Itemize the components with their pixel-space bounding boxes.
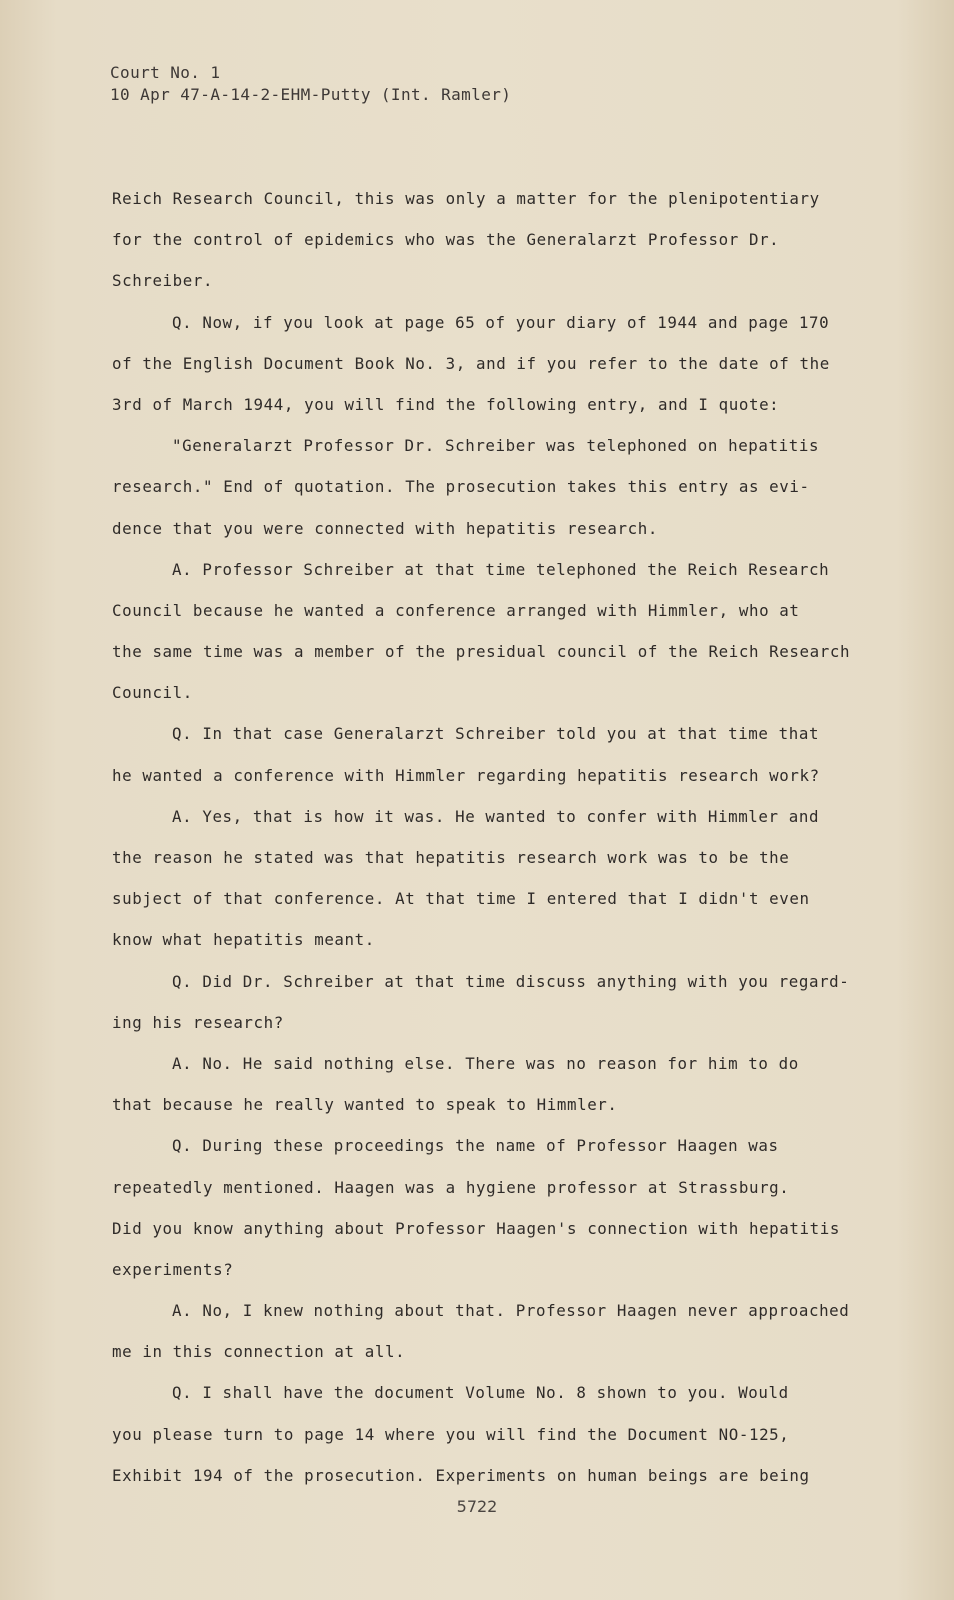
transcript-line: Q. In that case Generalarzt Schreiber told you at that time that — [172, 724, 820, 744]
transcript-line: research." End of quotation. The prosecution takes this entry as evi- — [112, 477, 810, 497]
document-header — [110, 62, 511, 106]
transcript-line: that because he really wanted to speak to Himmler. — [112, 1095, 618, 1115]
page-number: 5722 — [456, 1497, 498, 1516]
court-number: Court No. 1 — [110, 63, 221, 82]
transcript-line: Council. — [112, 683, 193, 703]
transcript-line: A. Yes, that is how it was. He wanted to confer with Himmler and — [172, 806, 820, 826]
transcript-line: Council because he wanted a conference arranged with Himmler, who at — [112, 600, 800, 620]
session-reference: 10 Apr 47-A-14-2-EHM-Putty (Int. Ramler) — [110, 85, 512, 104]
transcript-line: he wanted a conference with Himmler regarding hepatitis research work? — [112, 765, 820, 785]
transcript-line: Reich Research Council, this was only a matter for the plenipotentiary — [112, 189, 820, 208]
transcript-line: "Generalarzt Professor Dr. Schreiber was telephoned on hepatitis — [172, 436, 820, 456]
transcript-line: me in this connection at all. — [112, 1342, 406, 1362]
transcript-line: for the control of epidemics who was the Generalarzt Professor Dr. — [112, 230, 780, 250]
transcript-line: of the English Document Book No. 3, and if you refer to the date of the — [112, 353, 830, 373]
transcript-body — [112, 178, 872, 1496]
transcript-line: Exhibit 194 of the prosecution. Experiments on human beings are being — [112, 1465, 810, 1485]
transcript-line: dence that you were connected with hepatitis research. — [112, 518, 658, 538]
transcript-line: the same time was a member of the presidual council of the Reich Research — [112, 642, 851, 662]
transcript-line: Q. Did Dr. Schreiber at that time discuss anything with you regard- — [172, 971, 850, 991]
transcript-line: A. No, I knew nothing about that. Professor Haagen never approached — [172, 1301, 850, 1321]
transcript-line: subject of that conference. At that time I entered that I didn't even — [112, 889, 810, 909]
transcript-line: Q. I shall have the document Volume No. 8 shown to you. Would — [172, 1383, 789, 1403]
transcript-line: A. No. He said nothing else. There was no reason for him to do — [172, 1053, 799, 1073]
transcript-line: A. Professor Schreiber at that time telephoned the Reich Research — [172, 559, 830, 579]
transcript-line: repeatedly mentioned. Haagen was a hygiene professor at Strassburg. — [112, 1177, 790, 1197]
transcript-line: Did you know anything about Professor Haagen's connection with hepatitis — [112, 1218, 840, 1238]
transcript-line: Q. Now, if you look at page 65 of your diary of 1944 and page 170 — [172, 312, 830, 332]
transcript-line: Q. During these proceedings the name of Professor Haagen was — [172, 1136, 779, 1156]
transcript-line: Schreiber. — [112, 271, 214, 291]
transcript-line: the reason he stated was that hepatitis research work was to be the — [112, 848, 790, 867]
transcript-line: ing his research? — [112, 1012, 284, 1032]
transcript-line: you please turn to page 14 where you will find the Document NO-125, — [112, 1424, 790, 1444]
transcript-line: experiments? — [112, 1259, 234, 1279]
transcript-line: 3rd of March 1944, you will find the following entry, and I quote: — [112, 394, 780, 414]
transcript-line: know what hepatitis meant. — [112, 930, 375, 950]
